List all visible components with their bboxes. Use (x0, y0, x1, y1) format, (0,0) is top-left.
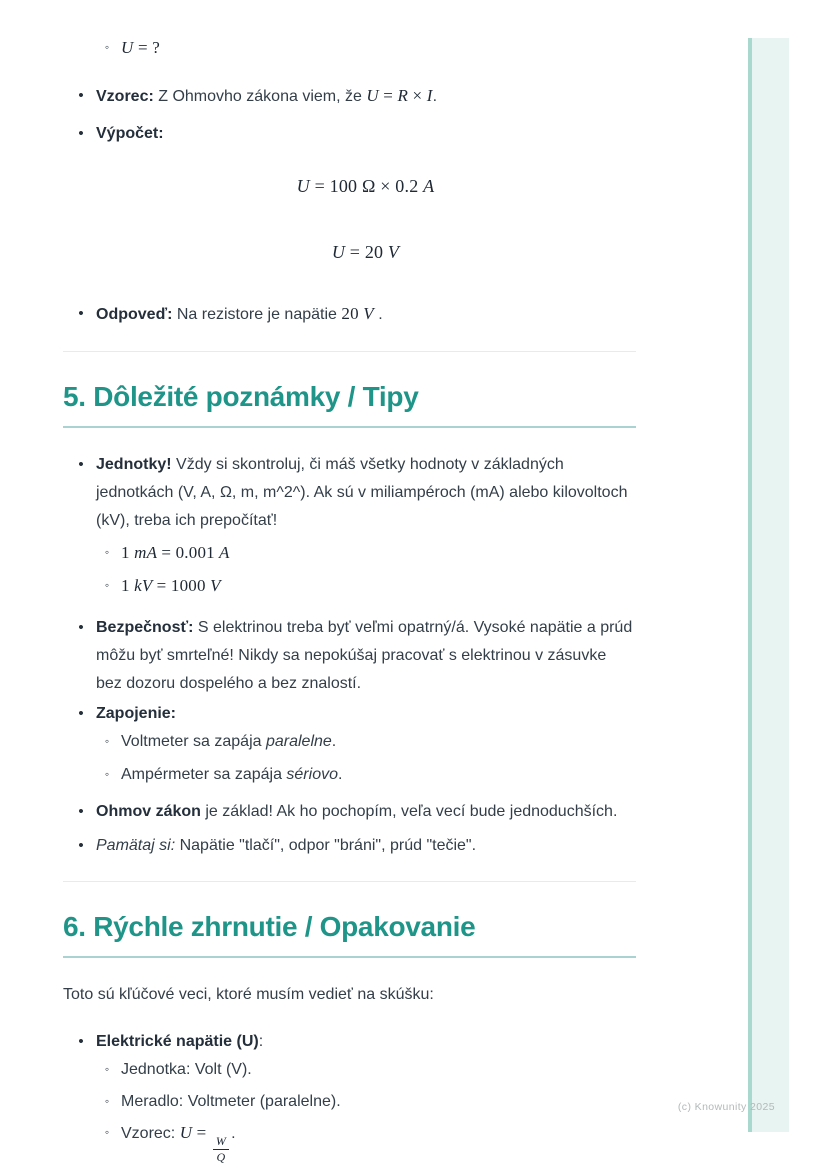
list-item-vzorec-uwq (63, 1119, 636, 1163)
watermark: (c) Knowunity 2025 (677, 1101, 775, 1113)
bullet-dot-icon: • (78, 837, 84, 855)
bullet-dot-icon: • (78, 125, 84, 142)
fraction-numerator: W (213, 1135, 229, 1150)
list-item-vypocet (63, 120, 636, 148)
body-text: . (373, 306, 383, 323)
list-item-vzorec (63, 82, 636, 111)
lead-bold: Odpoveď: (96, 306, 173, 323)
circle-bullet-icon: ◦ (104, 1125, 110, 1140)
list-item-odpoved (63, 300, 636, 329)
bullet-dot-icon: • (78, 803, 84, 821)
body-text: Ampérmeter sa zapája (121, 766, 287, 784)
section-divider (63, 881, 636, 882)
body-text: . (432, 88, 438, 105)
list-item-voltmeter (63, 728, 636, 756)
circle-bullet-icon: ◦ (104, 545, 110, 560)
body-text: . (231, 1125, 236, 1143)
document-content (63, 0, 636, 1164)
lead-bold: Zapojenie: (96, 705, 177, 723)
list-item-pamataj (63, 832, 636, 860)
body-text: Napätie "tlačí", odpor "bráni", prúd "tečie". (175, 837, 477, 855)
math-ma: 1 mA = 0.001 A (121, 543, 230, 563)
body-text: je základ! Ak ho pochopím, veľa vecí bude jednoduchších. (200, 803, 618, 821)
list-item-text (96, 120, 636, 148)
list-item-u-unknown (63, 34, 636, 62)
lead-bold: Elektrické napätie (U) (96, 1033, 259, 1051)
list-item-text (96, 798, 636, 826)
list-item-jednotka (63, 1056, 636, 1084)
body-text: Na rezistore je napätie (172, 306, 342, 323)
lead-bold: Ohmov zákon (96, 803, 201, 821)
body-text: Meradlo: Voltmeter (paralelne). (121, 1093, 341, 1111)
lead-bold: Vzorec: (96, 88, 154, 105)
math-formula: U = 20 V (331, 242, 400, 262)
list-item-ohmov-zakon (63, 798, 636, 826)
math-inline: U = R × I (366, 86, 433, 105)
lead-bold: Bezpečnosť: (96, 619, 194, 637)
section-title-5: 5. Dôležité poznámky / Tipy (63, 380, 636, 428)
list-item-text (96, 832, 636, 860)
bullet-dot-icon: • (78, 456, 84, 474)
body-text: Vždy si skontroluj, či máš všetky hodnoty v základných jednotkách (V, A, Ω, m, m^2^). Ak sú v miliampéroch (mA) alebo kilovoltoch (kV), treba ich prepočítať! (96, 456, 628, 530)
circle-bullet-icon: ◦ (104, 1094, 110, 1109)
math-block-calculation (63, 174, 636, 200)
list-item-bezpecnost (63, 614, 636, 698)
circle-bullet-icon: ◦ (104, 40, 110, 54)
circle-bullet-icon: ◦ (104, 767, 110, 782)
lead-bold: Výpočet: (96, 125, 164, 142)
section-intro: Toto sú kľúčové veci, ktoré musím vedieť na skúšku: (63, 986, 434, 1004)
list-item-ampermeter (63, 761, 636, 789)
bullet-dot-icon: • (78, 305, 84, 322)
list-item-elektricke-napatie (63, 1028, 636, 1056)
emphasis-text: Pamätaj si: (96, 837, 176, 855)
list-item-text (96, 700, 636, 728)
list-item-text (121, 728, 636, 756)
list-item-ma (63, 539, 636, 567)
circle-bullet-icon: ◦ (104, 578, 110, 593)
list-item-jednotky (63, 451, 636, 535)
fraction-denominator: Q (216, 1150, 226, 1165)
list-item-text (96, 614, 636, 698)
bullet-dot-icon: • (78, 87, 84, 104)
math-inline: U = (179, 1123, 207, 1143)
circle-bullet-icon: ◦ (104, 1062, 110, 1077)
list-item-text (96, 451, 636, 535)
list-item-text (96, 1028, 636, 1056)
math-kv: 1 kV = 1000 V (121, 576, 221, 596)
body-text: Vzorec: (121, 1125, 180, 1143)
math-formula: U = 100 Ω × 0.2 A (296, 176, 435, 196)
body-text: Z Ohmovho zákona viem, že (153, 88, 367, 105)
body-text: . (337, 766, 343, 784)
emphasis-text: sériovo (286, 766, 338, 784)
list-item-meradlo (63, 1088, 636, 1116)
body-text: Jednotka: Volt (V). (121, 1061, 252, 1079)
list-item-zapojenie (63, 700, 636, 728)
body-text: . (331, 733, 337, 751)
bullet-dot-icon: • (78, 705, 84, 723)
math-u-unknown: U = ? (121, 38, 160, 57)
list-item-kv (63, 572, 636, 600)
body-text: S elektrinou treba byť veľmi opatrný/á. Vysoké napätie a prúd môžu byť smrteľné! Nikdy sa nepokúšaj pracovať s elektrinou v zásuvke bez dozoru dospelého a bez znalostí. (96, 619, 633, 693)
math-inline: 20 V (341, 304, 374, 323)
fraction-w-over-q (213, 1135, 229, 1163)
body-text: : (258, 1033, 264, 1051)
list-item-text (96, 82, 636, 111)
section-divider (63, 351, 636, 352)
list-item-text (96, 300, 636, 329)
bullet-dot-icon: • (78, 619, 84, 637)
emphasis-text: paralelne (265, 733, 332, 751)
body-text: Voltmeter sa zapája (121, 733, 266, 751)
list-item-text (121, 1119, 636, 1163)
section-title-6: 6. Rýchle zhrnutie / Opakovanie (63, 910, 636, 958)
list-item-text (121, 761, 636, 789)
lead-bold: Jednotky! (96, 456, 172, 474)
bullet-dot-icon: • (78, 1033, 84, 1051)
circle-bullet-icon: ◦ (104, 734, 110, 749)
math-block-result (63, 240, 636, 266)
page-edge-strip (748, 38, 789, 1132)
